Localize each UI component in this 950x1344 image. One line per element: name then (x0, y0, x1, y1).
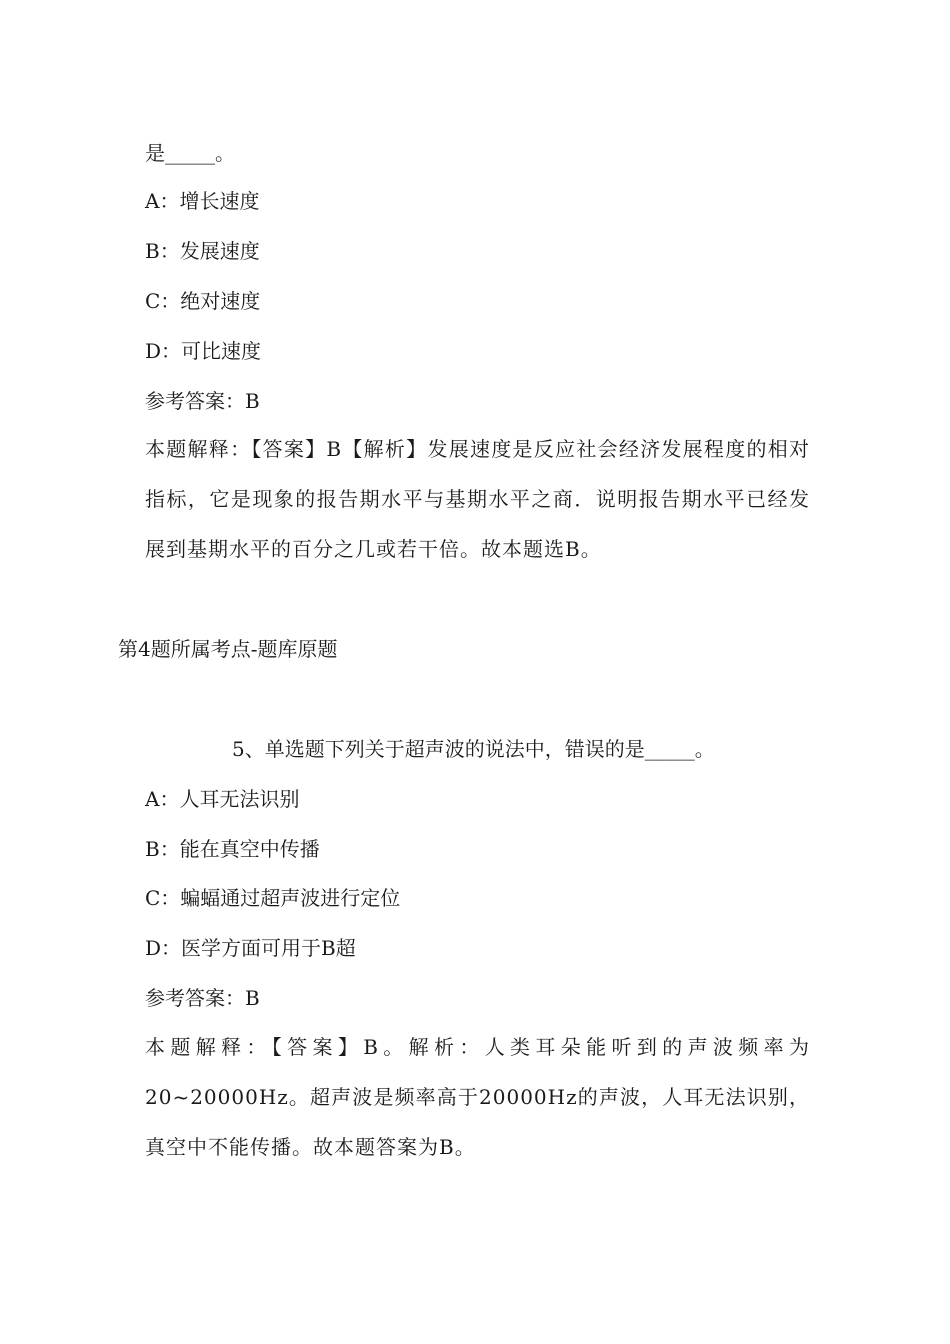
q4-option-d: D：可比速度 (145, 339, 262, 363)
q5-option-d: D：医学方面可用于B超 (145, 936, 356, 960)
q5-answer: 参考答案：B (145, 986, 260, 1010)
q4-option-c: C：绝对速度 (145, 289, 261, 313)
q5-option-c: C：蝙蝠通过超声波进行定位 (145, 886, 401, 910)
q4-stem-tail: 是_____。 (145, 141, 235, 165)
q5-option-a: A：人耳无法识别 (145, 787, 300, 811)
q4-answer: 参考答案：B (145, 389, 260, 413)
q4-explanation: 本题解释：【答案】B【解析】发展速度是反应社会经济发展程度的相对指标，它是现象的报告期水平与基期水平之商．说明报告期水平已经发展到基期水平的百分之几或若干倍。故本题选B。 (145, 437, 810, 561)
q5-stem: 5、单选题下列关于超声波的说法中，错误的是_____。 (232, 737, 715, 761)
q4-option-a: A：增长速度 (145, 189, 260, 213)
q4-topic: 第4题所属考点-题库原题 (118, 637, 338, 661)
q5-option-b: B：能在真空中传播 (145, 837, 320, 861)
q5-explanation: 本题解释：【答案】B。解析：人类耳朵能听到的声波频率为20~20000Hz。超声波是频率高于20000Hz的声波，人耳无法识别，真空中不能传播。故本题答案为B。 (145, 1035, 810, 1159)
q4-option-b: B：发展速度 (145, 239, 260, 263)
